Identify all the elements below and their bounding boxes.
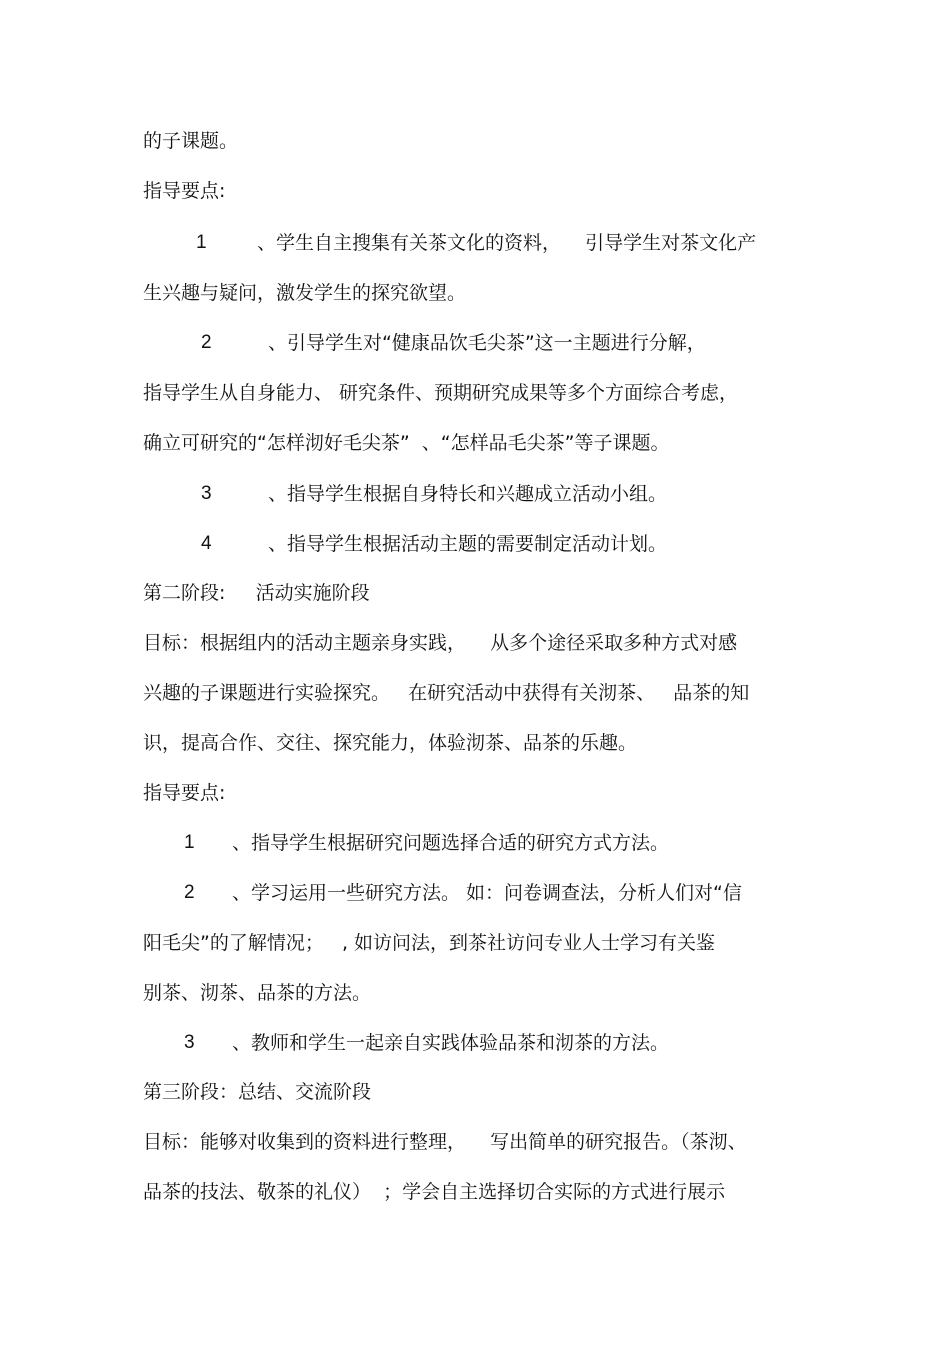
text-line-2: 指导要点:	[143, 180, 226, 202]
text-line-17: 阳毛尖”的了解情况； , 如访问法，到茶社访问专业人士学习有关鉴	[143, 932, 716, 954]
text-line-11: 目标：根据组内的活动主题亲身实践， 从多个途径采取多种方式对感	[143, 632, 738, 654]
list-number-4: 4	[201, 533, 212, 554]
text-line-21: 目标：能够对收集到的资料进行整理， 写出简单的研究报告。（茶沏、	[143, 1131, 747, 1153]
text-line-3: 、学生自主搜集有关茶文化的资料， 引导学生对茶文化产	[257, 232, 757, 254]
text-line-1: 的子课题。	[143, 130, 239, 152]
text-line-12: 兴趣的子课题进行实验探究。 在研究活动中获得有关沏茶、 品茶的知	[143, 682, 750, 704]
list-number-5: 1	[184, 832, 195, 853]
text-line-15: 、指导学生根据研究问题选择合适的研究方式方法。	[232, 832, 670, 854]
list-number-3: 3	[201, 483, 212, 504]
text-line-14: 指导要点:	[143, 782, 226, 804]
text-line-16: 、学习运用一些研究方法。 如：问卷调查法，分析人们对“信	[232, 882, 742, 904]
list-number-2: 2	[201, 332, 212, 353]
text-line-9: 、指导学生根据活动主题的需要制定活动计划。	[268, 533, 668, 555]
list-number-6: 2	[184, 882, 195, 903]
list-number-1: 1	[196, 232, 207, 253]
text-line-7: 确立可研究的“怎样沏好毛尖茶” 、“怎样品毛尖茶”等子课题。	[143, 432, 670, 454]
text-line-19: 、教师和学生一起亲自实践体验品茶和沏茶的方法。	[232, 1032, 670, 1054]
text-line-18: 别茶、沏茶、品茶的方法。	[143, 982, 372, 1004]
text-line-22: 品茶的技法、敬茶的礼仪） ；学会自主选择切合实际的方式进行展示	[143, 1181, 726, 1203]
text-line-5: 、引导学生对“健康品饮毛尖茶”这一主题进行分解，	[268, 332, 706, 354]
list-number-7: 3	[184, 1032, 195, 1053]
section-heading-stage-3: 第三阶段：总结、交流阶段	[143, 1081, 372, 1103]
text-line-4: 生兴趣与疑问，激发学生的探究欲望。	[143, 282, 467, 304]
text-line-8: 、指导学生根据自身特长和兴趣成立活动小组。	[268, 483, 668, 505]
text-line-13: 识，提高合作、交往、探究能力，体验沏茶、品茶的乐趣。	[143, 732, 638, 754]
text-line-6: 指导学生从自身能力、 研究条件、预期研究成果等多个方面综合考虑，	[143, 382, 739, 404]
section-heading-stage-2: 第二阶段: 活动实施阶段	[143, 582, 370, 604]
